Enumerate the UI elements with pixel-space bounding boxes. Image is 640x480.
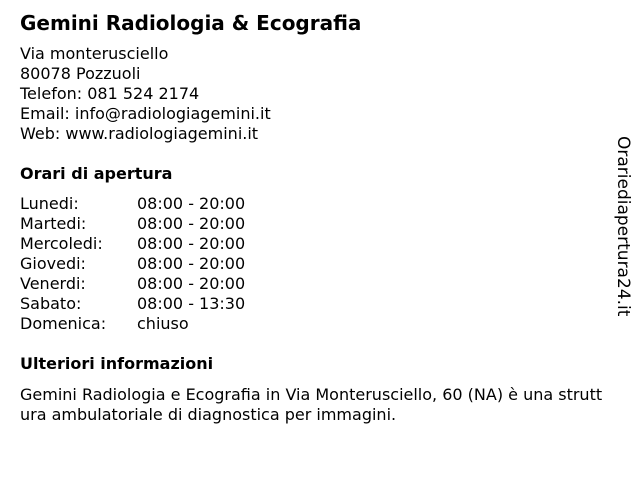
brand-watermark bbox=[612, 136, 634, 317]
day-label: Martedi: bbox=[20, 214, 87, 233]
business-name: Gemini Radiologia & Ecografia bbox=[20, 11, 362, 35]
time-value: 08:00 - 20:00 bbox=[137, 214, 246, 233]
brand-text: Orariediapertura24.it bbox=[613, 136, 633, 317]
time-value: chiuso bbox=[137, 314, 189, 333]
day-label: Domenica: bbox=[20, 314, 107, 333]
day-label: Venerdi: bbox=[20, 274, 86, 293]
time-value: 08:00 - 20:00 bbox=[137, 274, 246, 293]
time-value: 08:00 - 20:00 bbox=[137, 194, 246, 213]
opening-hours-heading: Orari di apertura bbox=[20, 164, 173, 183]
day-label: Mercoledi: bbox=[20, 234, 103, 253]
day-label: Lunedi: bbox=[20, 194, 79, 213]
day-label: Sabato: bbox=[20, 294, 82, 313]
further-info-heading: Ulteriori informazioni bbox=[20, 354, 214, 373]
business-description: Gemini Radiologia e Ecografia in Via Monterusciello, 60 (NA) è una struttura ambulatoriale di diagnostica per immagini. bbox=[20, 385, 603, 424]
day-label: Giovedi: bbox=[20, 254, 86, 273]
time-value: 08:00 - 20:00 bbox=[137, 254, 246, 273]
website: Web: www.radiologiagemini.it bbox=[20, 124, 259, 143]
street-address: Via monterusciello bbox=[20, 44, 169, 63]
email-address: Email: info@radiologiagemini.it bbox=[20, 104, 271, 123]
time-value: 08:00 - 20:00 bbox=[137, 234, 246, 253]
time-value: 08:00 - 13:30 bbox=[137, 294, 246, 313]
contact-details bbox=[20, 44, 271, 144]
phone-number: Telefon: 081 524 2174 bbox=[20, 84, 200, 103]
city-postcode: 80078 Pozzuoli bbox=[20, 64, 141, 83]
